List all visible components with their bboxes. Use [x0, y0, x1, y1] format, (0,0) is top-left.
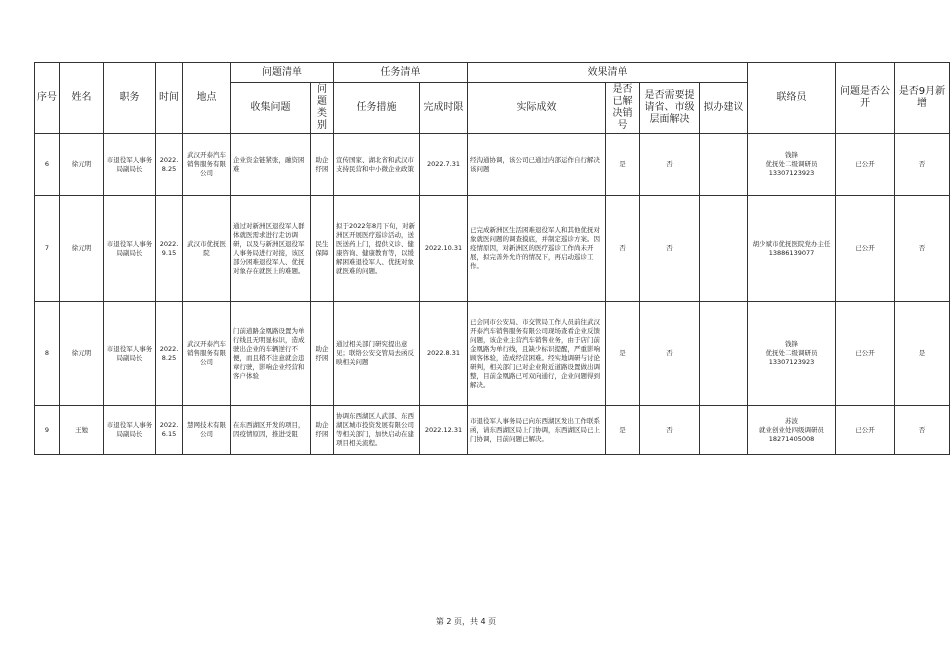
header-seq: 序号 — [35, 63, 60, 134]
cell-time: 2022.9.15 — [156, 196, 183, 302]
cell-result: 经沟通协调，该公司已通过内部运作自行解决该问题 — [468, 134, 606, 196]
cell-time: 2022.8.25 — [156, 302, 183, 406]
task-table-sheet — [34, 62, 946, 455]
cell-deadline: 2022.7.31 — [420, 134, 468, 196]
cell-need-submit: 否 — [640, 134, 700, 196]
cell-deadline: 2022.10.31 — [420, 196, 468, 302]
cell-public: 已公开 — [836, 196, 895, 302]
cell-position: 市退役军人事务局副局长 — [104, 196, 156, 302]
cell-name: 徐元明 — [60, 302, 104, 406]
cell-measure: 拟于2022年8月下旬，对新洲区开展医疗巡诊活动，送医送药上门，提供义诊、健康咨询、健康教育等，以缓解困难退役军人、优抚对象就医难的问题。 — [334, 196, 420, 302]
cell-type: 民生保障 — [311, 196, 334, 302]
cell-deadline: 2022.12.31 — [420, 406, 468, 455]
table-row — [35, 302, 950, 406]
cell-seq: 7 — [35, 196, 60, 302]
header-collected-problem: 收集问题 — [231, 83, 311, 134]
header-location: 地点 — [183, 63, 231, 134]
header-effect-list: 效果清单 — [468, 63, 748, 83]
cell-measure: 通过相关部门研究提出意见；联络公安交管局去函反映相关问题 — [334, 302, 420, 406]
cell-type: 助企纾困 — [311, 302, 334, 406]
cell-name: 徐元明 — [60, 134, 104, 196]
cell-problem: 企业资金链紧张，融资困难 — [231, 134, 311, 196]
cell-location: 武汉市优抚医院 — [183, 196, 231, 302]
cell-result: 已会同市公安局、市交管局工作人员前往武汉开泰汽车销售服务有限公司现场查看企业反馈问题，该企业主营汽车销售业务，由于店门前金凰路为单行线，且缺少标识提醒，严重影响顾客体验，造成经营困难。经实地调研与讨论研判，相关部门已对企业附近道路设置做出调整，目前金凰路已可双向通行，企业问题得到解决。 — [468, 302, 606, 406]
cell-resolved: 否 — [606, 196, 640, 302]
cell-proposal — [700, 196, 748, 302]
header-position: 职务 — [104, 63, 156, 134]
cell-problem: 门前道路金凰路设置为单行线且无明显标识，造成驶出企业的车辆逆行不便，而且稍不注意就会违章行驶，影响企业经营和客户体验 — [231, 302, 311, 406]
cell-proposal — [700, 406, 748, 455]
cell-new: 否 — [895, 134, 950, 196]
table-row — [35, 406, 950, 455]
header-task-measure: 任务措施 — [334, 83, 420, 134]
header-row-top — [35, 63, 950, 83]
page-footer: 第 2 页，共 4 页 — [435, 617, 497, 626]
cell-need-submit: 否 — [640, 406, 700, 455]
cell-type: 助企纾困 — [311, 406, 334, 455]
header-new-sept: 是否9月新增 — [895, 63, 950, 134]
cell-position: 市退役军人事务局副局长 — [104, 302, 156, 406]
cell-public: 已公开 — [836, 406, 895, 455]
cell-time: 2022.6.15 — [156, 406, 183, 455]
cell-name: 徐元明 — [60, 196, 104, 302]
header-result: 实际成效 — [468, 83, 606, 134]
cell-proposal — [700, 302, 748, 406]
cell-public: 已公开 — [836, 134, 895, 196]
table-row — [35, 196, 950, 302]
task-table — [34, 62, 950, 455]
cell-position: 市退役军人事务局副局长 — [104, 406, 156, 455]
header-time: 时间 — [156, 63, 183, 134]
header-resolved: 是否已解决销号 — [606, 83, 640, 134]
cell-problem: 通过对新洲区退役军人群体就医需求进行走访调研，以及与新洲区退役军人事务局进行对接，该区部分困难退役军人、优抚对象存在就医上的难题。 — [231, 196, 311, 302]
cell-location: 武汉开泰汽车销售服务有限公司 — [183, 302, 231, 406]
cell-result: 已完成新洲区生活困难退役军人和其他优抚对象就医问题的调查摸底，并制定巡诊方案。因疫情原因，对新洲区的医疗巡诊工作尚未开展，拟完善外允许的情况下，再启动巡诊工作。 — [468, 196, 606, 302]
cell-type: 助企纾困 — [311, 134, 334, 196]
header-problem-list: 问题清单 — [231, 63, 334, 83]
cell-location: 武汉开泰汽车销售服务有限公司 — [183, 134, 231, 196]
cell-seq: 6 — [35, 134, 60, 196]
header-task-list: 任务清单 — [334, 63, 468, 83]
cell-need-submit: 否 — [640, 196, 700, 302]
cell-time: 2022.8.25 — [156, 134, 183, 196]
cell-liaison: 胡少斌市优抚医院党办主任 13886139077 — [748, 196, 836, 302]
cell-resolved: 是 — [606, 302, 640, 406]
table-row — [35, 134, 950, 196]
cell-name: 王勉 — [60, 406, 104, 455]
cell-need-submit: 否 — [640, 302, 700, 406]
header-problem-type: 问题类别 — [311, 83, 334, 134]
cell-new: 是 — [895, 302, 950, 406]
header-public: 问题是否公开 — [836, 63, 895, 134]
cell-result: 市退役军人事务局已向东西湖区发出工作联系函，请东西湖区局上门协调，东西湖区局已上门协调，目前问题已解决。 — [468, 406, 606, 455]
cell-liaison: 钱锋 优抚处二级调研员 13307123923 — [748, 302, 836, 406]
cell-liaison: 苏波 就业创业处四级调研员 18271405008 — [748, 406, 836, 455]
header-liaison: 联络员 — [748, 63, 836, 134]
cell-location: 慧网技术有限公司 — [183, 406, 231, 455]
cell-measure: 宣传国家、湖北省和武汉市支持民营和中小微企业政策 — [334, 134, 420, 196]
header-need-submit: 是否需要提请省、市级层面解决 — [640, 83, 700, 134]
cell-public: 已公开 — [836, 302, 895, 406]
header-proposal: 拟办建议 — [700, 83, 748, 134]
cell-problem: 在东西湖区开发的项目，因疫情原因，推进受阻 — [231, 406, 311, 455]
header-deadline: 完成时限 — [420, 83, 468, 134]
cell-seq: 9 — [35, 406, 60, 455]
cell-resolved: 是 — [606, 134, 640, 196]
cell-new: 否 — [895, 406, 950, 455]
cell-position: 市退役军人事务局副局长 — [104, 134, 156, 196]
cell-measure: 协调东西湖区人武部、东西湖区城市投资发展有限公司等相关部门，加快启动在建项目相关流程。 — [334, 406, 420, 455]
header-name: 姓名 — [60, 63, 104, 134]
cell-liaison: 钱锋 优抚处二级调研员 13307123923 — [748, 134, 836, 196]
cell-proposal — [700, 134, 748, 196]
cell-new: 否 — [895, 196, 950, 302]
cell-resolved: 是 — [606, 406, 640, 455]
cell-seq: 8 — [35, 302, 60, 406]
cell-deadline: 2022.8.31 — [420, 302, 468, 406]
